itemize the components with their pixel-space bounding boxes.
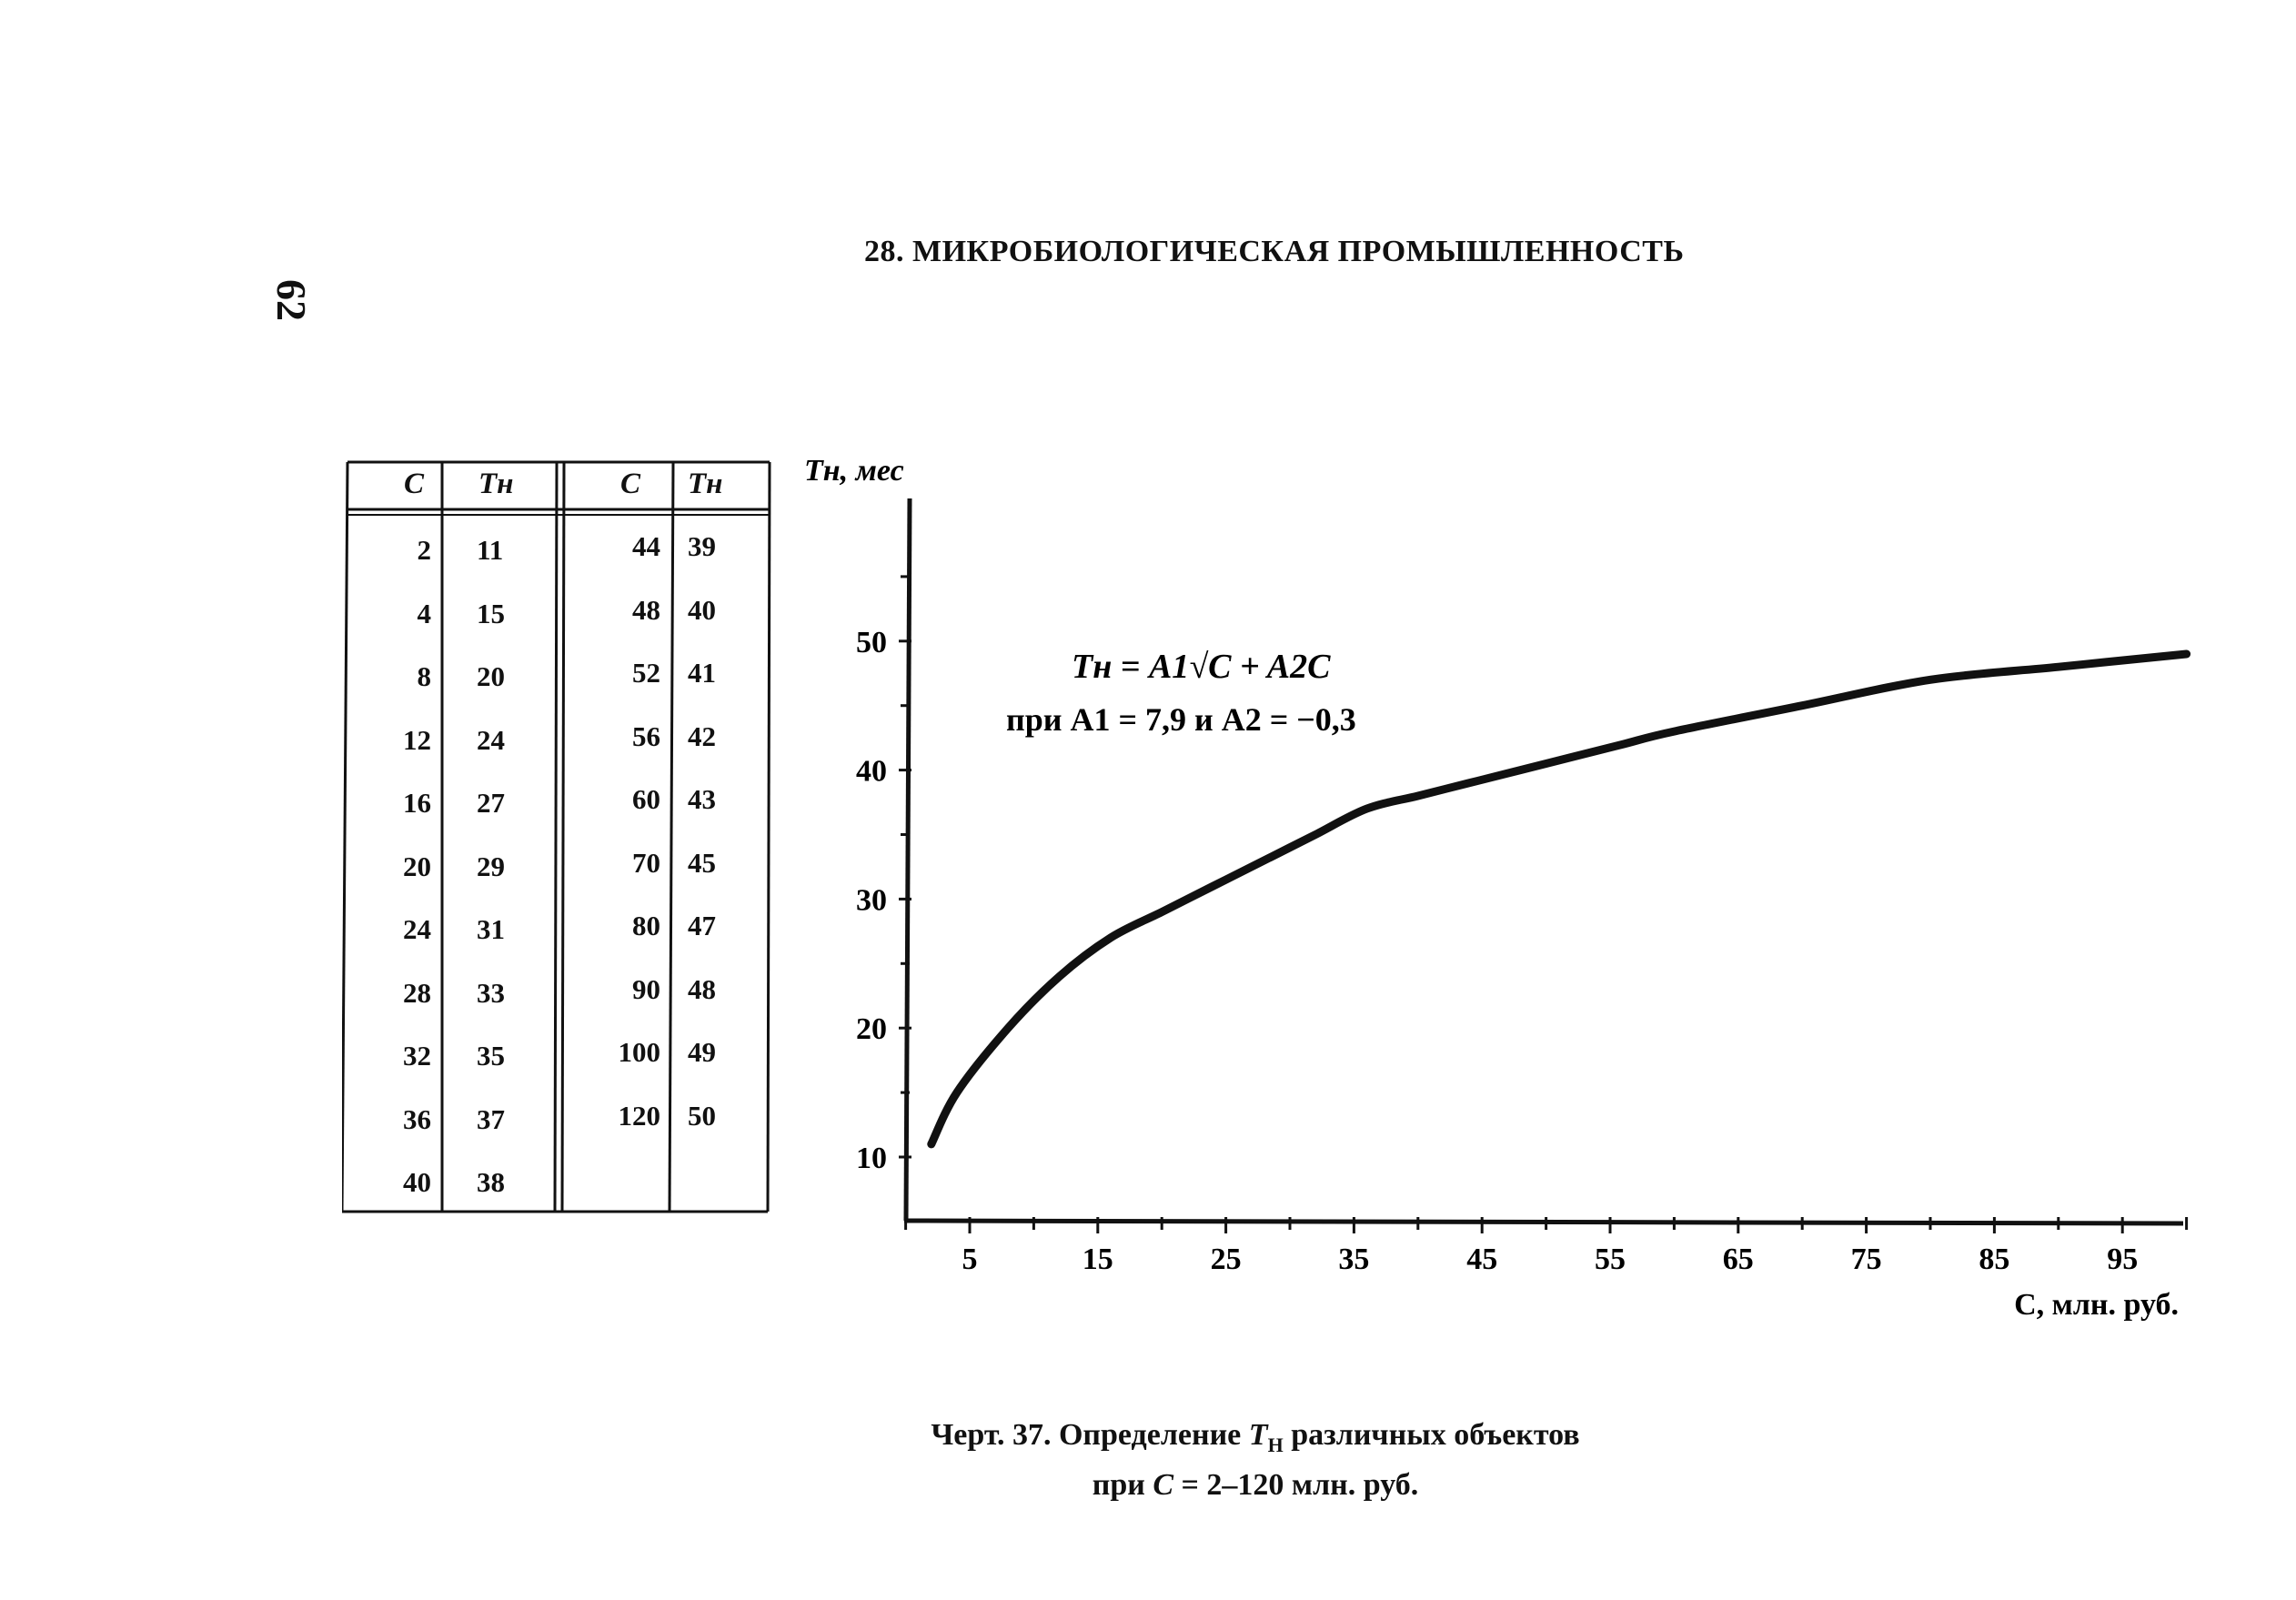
table-cell-tn: 24 bbox=[477, 723, 505, 756]
formula-line-1: Tн = A1√C + A2C bbox=[1072, 648, 1331, 686]
table-header-c-right: C bbox=[620, 468, 641, 500]
table-cell-c: 48 bbox=[632, 593, 660, 626]
table-cell-tn: 35 bbox=[477, 1040, 505, 1072]
table-cell-c: 8 bbox=[417, 660, 431, 692]
table-cell-tn: 47 bbox=[688, 910, 716, 941]
figure-caption bbox=[910, 1415, 1601, 1505]
x-tick-label: 45 bbox=[1466, 1243, 1498, 1276]
table-cell-c: 28 bbox=[403, 976, 431, 1009]
chart-axes bbox=[904, 498, 2183, 1223]
table-cell-tn: 41 bbox=[688, 657, 716, 689]
table-cell-c: 70 bbox=[632, 846, 660, 879]
table-cell-tn: 42 bbox=[688, 719, 716, 752]
caption-line-2-suffix: = 2–120 млн. руб. bbox=[1173, 1467, 1419, 1502]
y-tick-label: 30 bbox=[856, 883, 887, 918]
table-cell-c: 80 bbox=[632, 910, 660, 941]
table-cell-tn: 20 bbox=[477, 660, 505, 692]
x-tick-label: 25 bbox=[1210, 1243, 1242, 1276]
y-tick-label: 50 bbox=[856, 625, 887, 659]
x-tick-label: 15 bbox=[1082, 1243, 1113, 1276]
chart-ticks bbox=[856, 577, 2187, 1276]
caption-symbol-c: C bbox=[1153, 1467, 1174, 1502]
table-cell-tn: 37 bbox=[477, 1102, 505, 1135]
table-cell-c: 60 bbox=[632, 783, 660, 815]
y-axis-line bbox=[906, 498, 910, 1221]
x-tick-label: 35 bbox=[1338, 1243, 1370, 1276]
table-cell-tn: 40 bbox=[688, 593, 716, 626]
table-cell-c: 56 bbox=[632, 719, 660, 752]
caption-line-1-suffix: различных объектов bbox=[1283, 1418, 1580, 1452]
page-number: 62 bbox=[268, 279, 315, 321]
x-tick-label: 75 bbox=[1850, 1243, 1882, 1276]
table-cell-c: 20 bbox=[403, 850, 431, 882]
caption-symbol-sub: Н bbox=[1267, 1433, 1284, 1456]
table-cell-tn: 49 bbox=[688, 1036, 716, 1068]
caption-symbol-t: T bbox=[1248, 1418, 1268, 1452]
y-axis-label bbox=[804, 454, 904, 488]
table-cell-c: 100 bbox=[618, 1036, 660, 1068]
table-cell-tn: 31 bbox=[477, 913, 505, 945]
x-axis-line bbox=[904, 1221, 2183, 1223]
table-cell-tn: 45 bbox=[688, 846, 716, 879]
table-cell-tn: 29 bbox=[477, 850, 505, 882]
table-cell-c: 32 bbox=[403, 1040, 431, 1072]
x-axis-label: C, млн. руб. bbox=[2014, 1288, 2179, 1322]
x-tick-label: 95 bbox=[2107, 1243, 2139, 1276]
caption-line-1 bbox=[910, 1415, 1601, 1465]
x-tick-label: 55 bbox=[1595, 1243, 1626, 1276]
table-cell-tn: 38 bbox=[477, 1166, 505, 1198]
table-cell-c: 90 bbox=[632, 972, 660, 1005]
table-cell-c: 2 bbox=[417, 534, 431, 566]
caption-line-2-prefix: при bbox=[1092, 1467, 1153, 1502]
table-cell-c: 36 bbox=[403, 1102, 431, 1135]
table-cell-tn: 48 bbox=[688, 972, 716, 1005]
table-cell-c: 16 bbox=[403, 787, 431, 819]
y-axis-label-text: Tн, мес bbox=[804, 454, 904, 488]
table-cell-tn: 50 bbox=[688, 1099, 716, 1132]
table-cell-tn: 11 bbox=[477, 534, 504, 566]
table-header-tn-left: Tн bbox=[478, 468, 514, 500]
table-cell-c: 24 bbox=[403, 913, 431, 945]
caption-line-1-prefix: Черт. 37. Определение bbox=[931, 1418, 1249, 1452]
table-cell-tn: 39 bbox=[688, 530, 716, 562]
table-cell-tn: 15 bbox=[477, 597, 505, 629]
table-cell-c: 40 bbox=[403, 1166, 431, 1198]
table-cell-c: 120 bbox=[618, 1099, 660, 1132]
y-tick-label: 40 bbox=[856, 754, 887, 789]
y-tick-label: 20 bbox=[856, 1012, 887, 1047]
formula-line-2: при A1 = 7,9 и A2 = −0,3 bbox=[1006, 701, 1356, 738]
caption-line-2 bbox=[910, 1465, 1601, 1505]
x-tick-label: 65 bbox=[1722, 1243, 1754, 1276]
table-cell-c: 4 bbox=[417, 597, 431, 629]
x-tick-label: 85 bbox=[1979, 1243, 2010, 1276]
table-header-tn-right: Tн bbox=[688, 468, 723, 500]
table-cell-c: 44 bbox=[632, 530, 660, 562]
table-cell-c: 52 bbox=[632, 657, 660, 689]
y-tick-label: 10 bbox=[856, 1142, 887, 1175]
table-cell-tn: 27 bbox=[477, 787, 505, 819]
table-cell-c: 12 bbox=[403, 723, 431, 756]
table-cell-tn: 43 bbox=[688, 783, 716, 815]
x-tick-label: 5 bbox=[962, 1243, 978, 1276]
table-cell-tn: 33 bbox=[477, 976, 505, 1009]
table-header-c-left: C bbox=[404, 468, 425, 500]
section-title: 28. МИКРОБИОЛОГИЧЕСКАЯ ПРОМЫШЛЕННОСТЬ bbox=[864, 235, 1685, 268]
